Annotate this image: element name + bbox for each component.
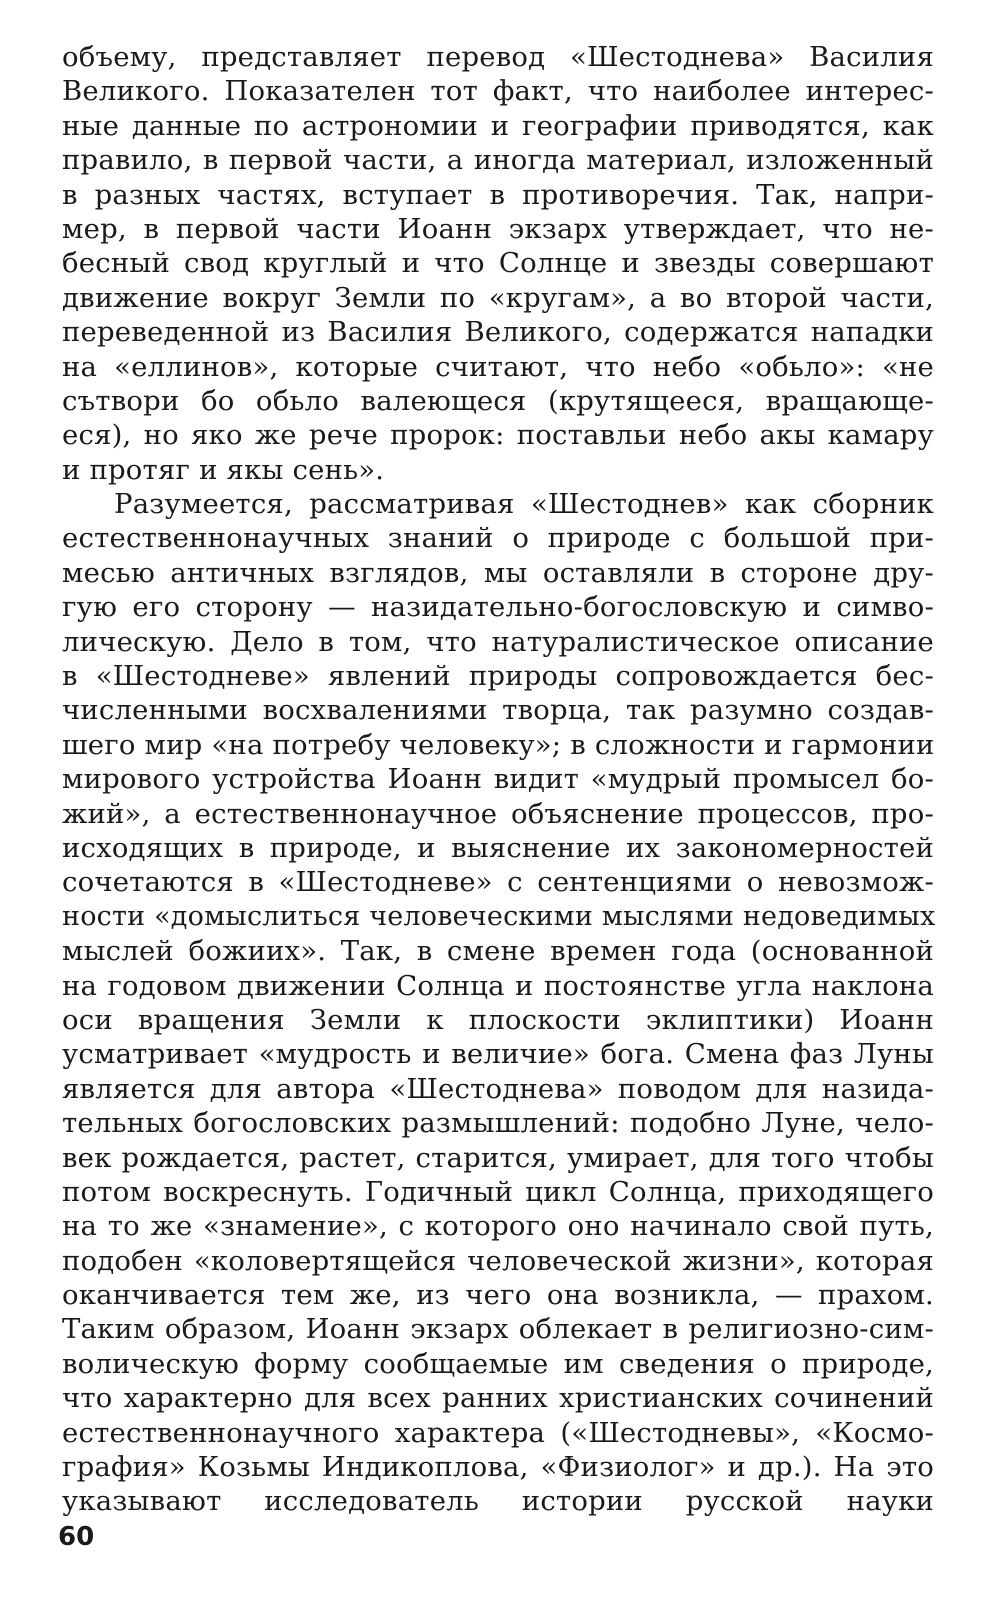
text-line: сочетаются в «Шестодневе» с сентенциями о невозмож-	[62, 866, 934, 899]
text-line: в разных частях, вступает в противоречия. Так, напри-	[62, 178, 934, 211]
text-line: указывают исследователь истории русской науки	[62, 1485, 934, 1518]
text-line: оканчивается тем же, из чего она возникла, — прахом.	[62, 1279, 934, 1312]
text-line: лическую. Дело в том, что натуралистическое описание	[62, 625, 934, 658]
text-line: на «еллинов», которые считают, что небо «обьло»: «не	[62, 350, 934, 383]
text-line: в «Шестодневе» явлений природы сопровождается бес-	[62, 660, 934, 693]
text-line: шего мир «на потребу человеку»; в сложности и гармонии	[62, 728, 935, 761]
text-line: Таким образом, Иоанн экзарх облекает в религиозно-сим-	[62, 1313, 934, 1346]
text-line: мирового устройства Иоанн видит «мудрый промысел бо-	[62, 763, 934, 796]
text-line: волическую форму сообщаемые им сведения о природе,	[62, 1347, 934, 1380]
text-line: графия» Козьмы Индикоплова, «Физиолог» и др.). На это	[62, 1451, 934, 1484]
text-line: век рождается, растет, старится, умирает, для того чтобы	[62, 1141, 934, 1174]
text-line: мыслей божиих». Так, в смене времен года (основанной	[62, 935, 934, 968]
text-line: Разумеется, рассматривая «Шестоднев» как сборник	[114, 488, 934, 521]
text-line: мер, в первой части Иоанн экзарх утверждает, что не-	[62, 212, 934, 245]
paragraph-1	[62, 40, 934, 487]
text-line: и протяг и якы сень».	[62, 453, 385, 486]
text-line: ности «домыслиться человеческими мыслями недоведимых	[62, 900, 936, 932]
text-line: бесный свод круглый и что Солнце и звезды совершают	[62, 247, 934, 280]
text-line: естественнонаучного характера («Шестодневы», «Космо-	[62, 1416, 934, 1449]
text-line: еся), но яко же рече пророк: поставльи небо акы камару	[62, 419, 934, 452]
text-line: переведенной из Василия Великого, содержатся нападки	[62, 316, 934, 349]
text-line: сътвори бо обьло валеющеся (крутящееся, вращающе-	[62, 384, 934, 417]
text-line: жий», а естественнонаучное объяснение процессов, про-	[62, 797, 934, 830]
text-line: является для автора «Шестоднева» поводом для назида-	[62, 1072, 934, 1105]
paragraph-2	[62, 487, 934, 1519]
text-line: Великого. Показателен тот факт, что наиболее интерес-	[62, 75, 934, 108]
text-line: усматривает «мудрость и величие» бога. Смена фаз Луны	[62, 1038, 934, 1071]
text-line: естественнонаучных знаний о природе с большой при-	[62, 522, 934, 555]
text-line: подобен «коловертящейся человеческой жизни», которая	[62, 1244, 934, 1277]
text-line: гую его сторону — назидательно-богословскую и симво-	[62, 591, 934, 624]
text-line: месью античных взглядов, мы оставляли в стороне дру-	[62, 556, 934, 589]
text-line: оси вращения Земли к плоскости эклиптики) Иоанн	[62, 1003, 934, 1036]
text-line: ные данные по астрономии и географии приводятся, как	[62, 109, 934, 142]
text-line: что характерно для всех ранних христианских сочинений	[62, 1382, 934, 1415]
text-line: правило, в первой части, а иногда материал, изложенный	[62, 144, 934, 177]
text-line: потом воскреснуть. Годичный цикл Солнца, приходящего	[62, 1175, 934, 1208]
text-line: движение вокруг Земли по «кругам», а во второй части,	[62, 281, 934, 314]
text-line: объему, представляет перевод «Шестоднева» Василия	[62, 41, 934, 73]
text-line: исходящих в природе, и выяснение их закономерностей	[62, 831, 934, 864]
document-page	[62, 40, 934, 1519]
text-line: на годовом движении Солнца и постоянстве угла наклона	[62, 969, 934, 1002]
text-line: на то же «знамение», с которого оно начинало свой путь,	[62, 1210, 934, 1243]
text-line: тельных богословских размышлений: подобно Луне, чело-	[62, 1107, 934, 1140]
page-number: 60	[58, 1522, 95, 1552]
text-line: численными восхвалениями творца, так разумно создав-	[62, 694, 934, 727]
